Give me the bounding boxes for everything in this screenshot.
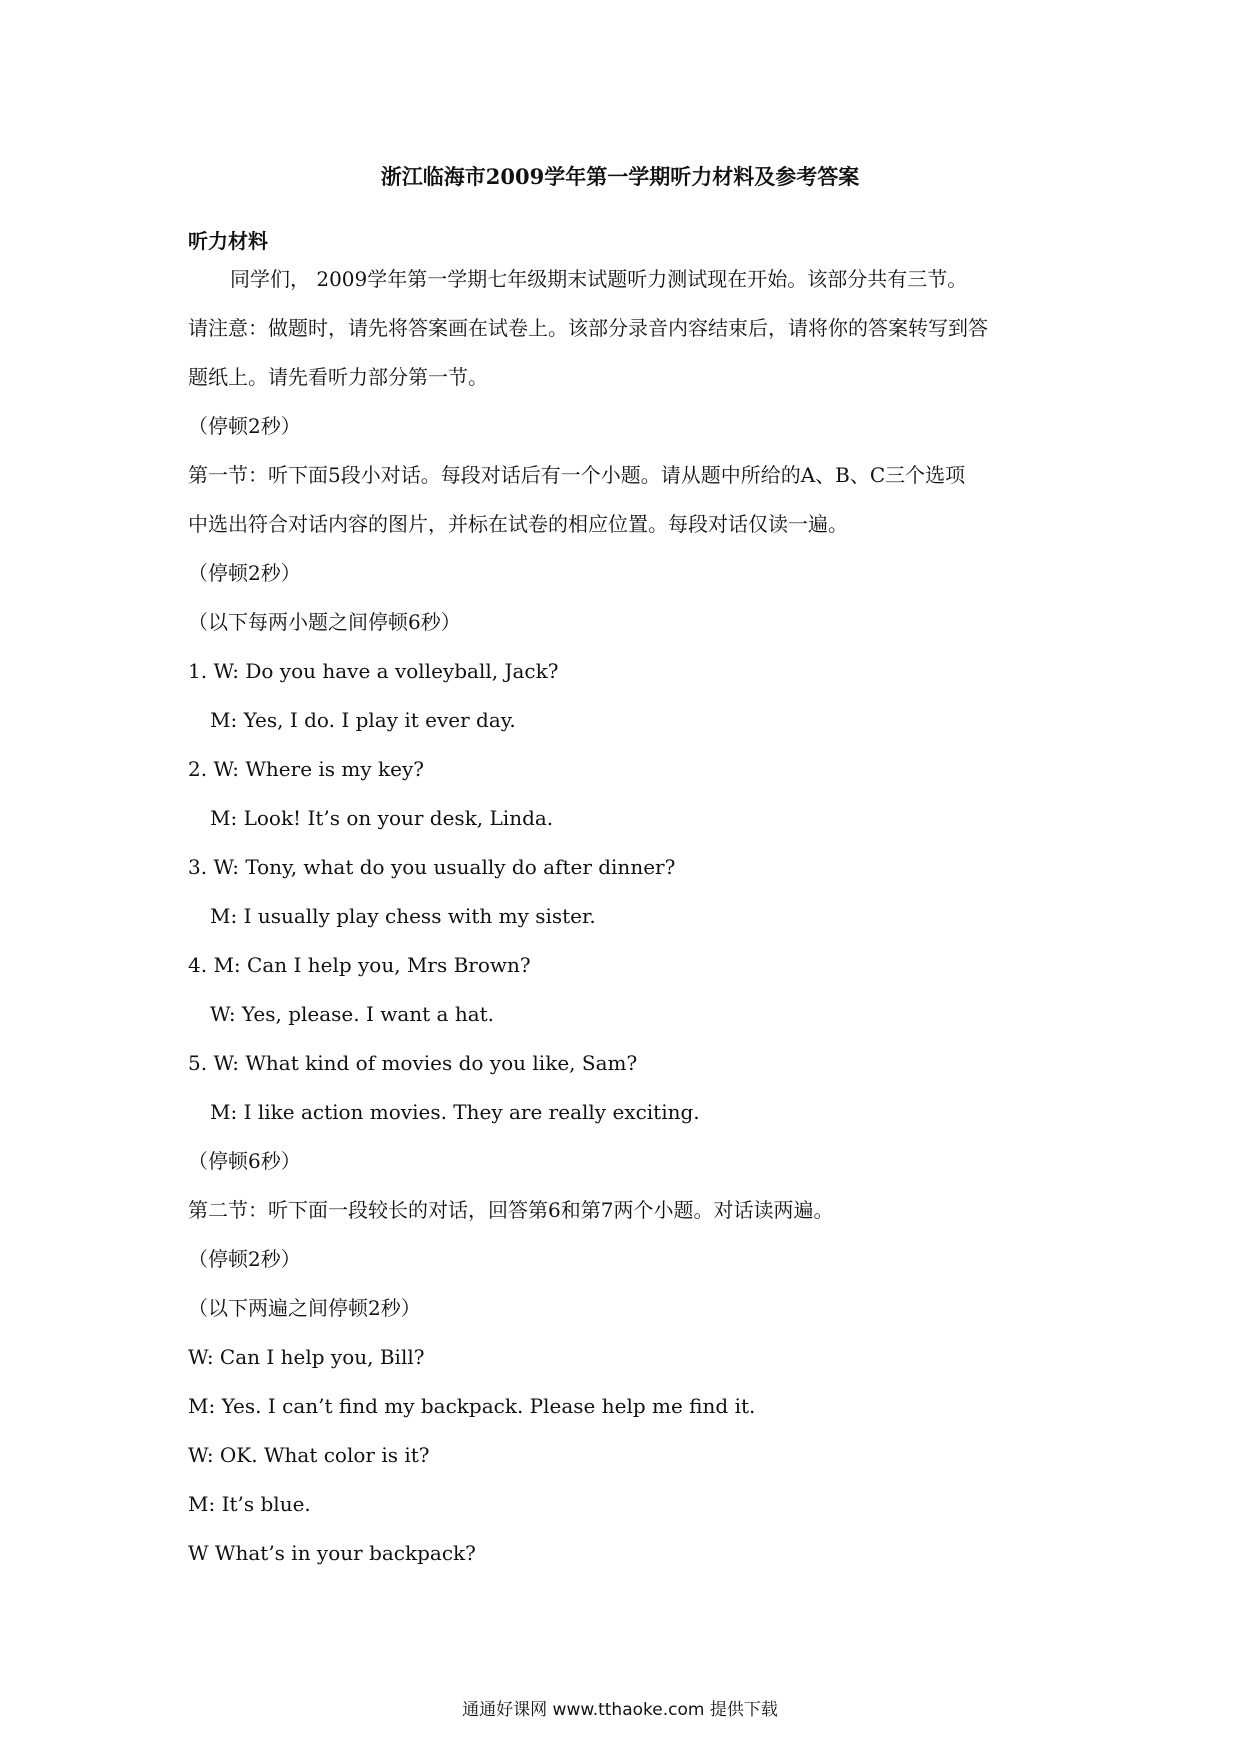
page-footer: 通通好课网 www.tthaoke.com 提供下载 — [462, 1700, 778, 1720]
transcript-line: （停顿2秒） — [188, 1247, 301, 1271]
transcript-line: （停顿2秒） — [188, 561, 301, 585]
document-title: 浙江临海市2009学年第一学期听力材料及参考答案 — [380, 164, 860, 189]
transcript-line: M: Look! It’s on your desk, Linda. — [210, 806, 554, 830]
transcript-line: 题纸上。请先看听力部分第一节。 — [188, 365, 488, 389]
section-heading: 听力材料 — [188, 229, 268, 253]
transcript-line: W: OK. What color is it? — [188, 1443, 430, 1467]
transcript-line: M: I like action movies. They are really exciting. — [210, 1100, 700, 1124]
transcript-line: 同学们， 2009学年第一学期七年级期末试题听力测试现在开始。该部分共有三节。 — [230, 267, 968, 291]
transcript-line: 4. M: Can I help you, Mrs Brown? — [188, 953, 531, 977]
transcript-line: M: It’s blue. — [188, 1492, 311, 1516]
transcript-line: 1. W: Do you have a volleyball, Jack? — [188, 659, 559, 683]
transcript-line: （以下两遍之间停顿2秒） — [188, 1296, 421, 1320]
transcript-lines — [188, 265, 1068, 1588]
transcript-line: W: Can I help you, Bill? — [188, 1345, 425, 1369]
transcript-line: 请注意：做题时，请先将答案画在试卷上。该部分录音内容结束后，请将你的答案转写到答 — [188, 316, 988, 340]
transcript-line: 2. W: Where is my key? — [188, 757, 424, 781]
transcript-line: 3. W: Tony, what do you usually do after dinner? — [188, 855, 676, 879]
transcript-line: 5. W: What kind of movies do you like, Sam? — [188, 1051, 638, 1075]
transcript-line: W: Yes, please. I want a hat. — [210, 1002, 495, 1026]
transcript-line: （停顿6秒） — [188, 1149, 301, 1173]
transcript-line: 第一节：听下面5段小对话。每段对话后有一个小题。请从题中所给的A、B、C三个选项 — [188, 463, 966, 487]
transcript-line: （停顿2秒） — [188, 414, 301, 438]
transcript-line: M: I usually play chess with my sister. — [210, 904, 596, 928]
transcript-line: （以下每两小题之间停顿6秒） — [188, 610, 461, 634]
transcript-line: M: Yes. I can’t find my backpack. Please help me find it. — [188, 1394, 756, 1418]
transcript-line: W What’s in your backpack? — [188, 1541, 476, 1565]
transcript-line: 中选出符合对话内容的图片，并标在试卷的相应位置。每段对话仅读一遍。 — [188, 512, 848, 536]
transcript-line: 第二节：听下面一段较长的对话，回答第6和第7两个小题。对话读两遍。 — [188, 1198, 834, 1222]
transcript-line: M: Yes, I do. I play it ever day. — [210, 708, 516, 732]
